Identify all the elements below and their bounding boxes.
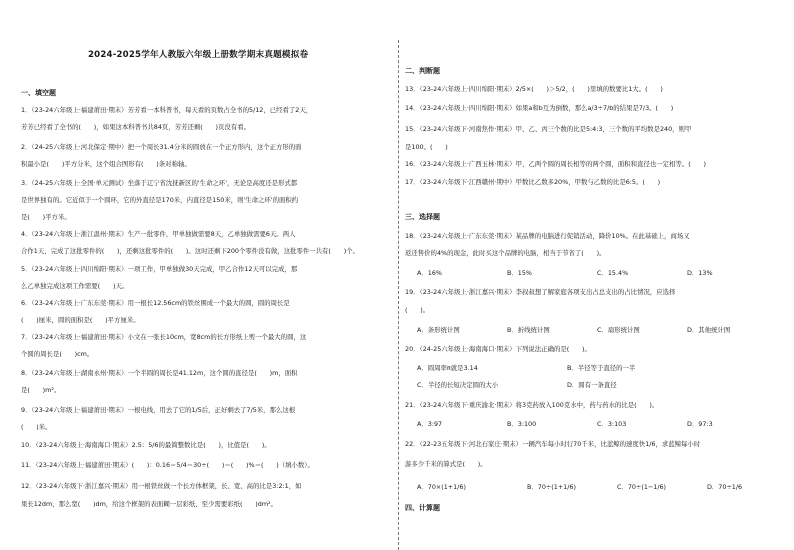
options-row — [417, 270, 767, 276]
question-line: ( )米。 — [21, 423, 52, 431]
column-divider — [398, 40, 399, 550]
question-line: 是100。( ) — [405, 143, 448, 151]
exam-title: 2024-2025学年人教版六年级上册数学期末真题模拟卷 — [88, 50, 309, 60]
option: B．折线统计图 — [507, 326, 550, 334]
option: D．70÷1/6 — [707, 483, 743, 491]
question-line: 果长12dm，那么宽( )dm，给这个框架的表面糊一层彩纸，至少需要彩纸( )dm²。 — [21, 500, 278, 508]
question-line: ( )厘米，圆的面积是( )平方厘米。 — [21, 316, 140, 324]
options-row — [417, 421, 767, 427]
question-line: 22．（22-23五年级下·河北石家庄·期末）一辆汽车每小时行70千米，比蓝鲸的速度快1/6，求蓝鲸每小时 — [405, 440, 701, 448]
question-line: 么乙单独完成这项工作需要( )天。 — [21, 282, 129, 290]
question-line: 14．（23-24六年级上·四川绵阳·期末）如果a和b互为倒数，那么a/3÷7/b的结果是7/3。( ) — [405, 104, 674, 112]
question-line: 11．（23-24六年级上·福建莆田·期末）( )：0.16＝5/4＝30÷( )＝( )%＝( )（填小数）。 — [21, 461, 314, 469]
question-line: 21．（23-24六年级下·重庆渝北·期末）将3克药放入100克水中，药与药水的比是( )。 — [405, 401, 659, 409]
option: D．13% — [687, 269, 713, 277]
question-line: 3．（24-25六年级上·全国·单元测试）坐落于辽宁省沈抚新区的'生命之环'，无论是高度还是形式都 — [21, 179, 298, 187]
option: B．15% — [507, 269, 532, 277]
section-choice-heading: 三、选择题 — [405, 213, 440, 221]
question-line: 16．（23-24六年级上·广西玉林·期末）甲、乙两个圆的周长相等的两个圆，面积和直径也一定相等。( ) — [405, 160, 706, 168]
question-line: 6．（23-24六年级上·广东东莞·期末）用一根长12.56cm的铁丝围成一个最大的圆，圆的周长是 — [21, 299, 290, 307]
question-line: 返还售价的4%的现金，此时买这个品牌的电脑，相当于节省了( )。 — [405, 249, 606, 257]
option: A．3:97 — [417, 420, 443, 428]
options-row — [417, 365, 717, 371]
options-row — [417, 327, 767, 333]
question-line: 4．（23-24六年级上·浙江温州·期末）生产一批零件，甲单独做需要8天，乙单独做需要6天。两人 — [21, 230, 296, 238]
question-line: 1．（23-24六年级上·福建莆田·期末）芳芳看一本科普书，每天看的页数占全书的5/12，已经看了2天， — [21, 106, 313, 114]
option: A．70×(1+1/6) — [417, 483, 466, 491]
question-line: 9．（23-24六年级上·福建莆田·期末）一根电线，用去了它的1/5后，正好剩去了7/5米，那么这根 — [21, 406, 296, 414]
question-line: 10．（23-24六年级上·海南海口·期末）2.5：5/6的最简整数比是( )，比值是( )。 — [21, 441, 271, 449]
question-line: 15．（23-24六年级下·河南焦作·期末）甲、乙、丙三个数的比是5:4:3，三个数的平均数是240，则甲 — [405, 125, 692, 133]
question-line: ( )。 — [405, 306, 430, 314]
options-row — [417, 484, 777, 490]
question-line: 18．（23-24六年级上·广东东莞·期末）某品牌的电脑进行促销活动，降价10%。在此基础上，商场又 — [405, 232, 690, 240]
question-line: 是( )平方米。 — [21, 213, 71, 221]
question-line: 2．（24-25六年级上·河北保定·期中）把一个周长31.4分米的圆放在一个正方形内，这个正方形的面 — [21, 143, 302, 151]
option: D．97:3 — [687, 420, 713, 428]
section-fill-blank-heading: 一、填空题 — [21, 89, 56, 97]
option: A．条形统计图 — [417, 326, 460, 334]
option: D．其他统计图 — [687, 326, 731, 334]
question-line: 5．（23-24六年级上·四川绵阳·期末）一项工作，甲单独做30天完成，甲乙合作12天可以完成，那 — [21, 265, 298, 273]
question-line: 8．（23-24六年级上·湖南永州·期末）一个半圆的周长是41.12m，这个圆的直径是( )m，面积 — [21, 369, 298, 377]
section-calc-heading: 四、计算题 — [405, 504, 440, 512]
option: C．半径的长短决定圆的大小 — [417, 381, 499, 389]
question-line: 是( )m²。 — [21, 386, 61, 394]
option: A．16% — [417, 269, 442, 277]
question-line: 积最小是( )平方分米，这个组合图形有( )条对称轴。 — [21, 160, 191, 168]
question-line: 13．（23-24六年级上·四川绵阳·期末）2/5×( )＞5/2，( )里填的数要比1大。( ) — [405, 85, 663, 93]
option: D．圆有一条直径 — [567, 381, 617, 389]
question-line: 合作1天，完成了这批零件的( )，还剩这批零件的( )。这时还剩下200个零件没有做，这批零件一共有( )个。 — [21, 247, 359, 255]
option: B．半径等于直径的一半 — [567, 364, 636, 372]
option: A．圆周率π就是3.14 — [417, 364, 478, 372]
section-judge-heading: 二、判断题 — [405, 67, 440, 75]
option: B．3:100 — [507, 420, 537, 428]
option: C．扇形统计图 — [597, 326, 640, 334]
question-line: 17．（23-24六年级下·江西赣州·期中）甲数比乙数多20%，甲数与乙数的比是6:5。( ) — [405, 178, 661, 186]
question-line: 游多少千米的算式是( )。 — [405, 460, 487, 468]
option: B．70÷(1+1/6) — [527, 483, 576, 491]
question-line: 个圆的周长是( )cm。 — [21, 350, 94, 358]
question-line: 7．（23-24六年级上·福建莆田·期末）小文在一张长10cm，宽8cm的长方形纸上剪一个最大的圆，这 — [21, 333, 307, 341]
options-row — [417, 382, 717, 388]
option: C．70÷(1−1/6) — [617, 483, 667, 491]
question-line: 12．（23-24六年级下·浙江嘉兴·期末）用一根铁丝做一个长方体框架，长、宽、高的比是3:2:1，如 — [21, 482, 302, 490]
question-line: 19．（23-24六年级上·浙江嘉兴·期末）李叔叔想了解家庭各项支出占总支出的占比情况，应选择 — [405, 288, 676, 296]
question-line: 是世界独有的。它近似于一个圆环，它的外直径是170米，内直径是150米，则'生命之环'的面积约 — [21, 196, 299, 204]
option: C．15.4% — [597, 269, 629, 277]
option: C．3:103 — [597, 420, 627, 428]
question-line: 芳芳已经看了全书的( )，如果这本科普书共84页，芳芳还剩( )页没有看。 — [21, 123, 250, 131]
question-line: 20．（24-25六年级上·海南海口·期末）下列说法正确的是( )。 — [405, 345, 591, 353]
